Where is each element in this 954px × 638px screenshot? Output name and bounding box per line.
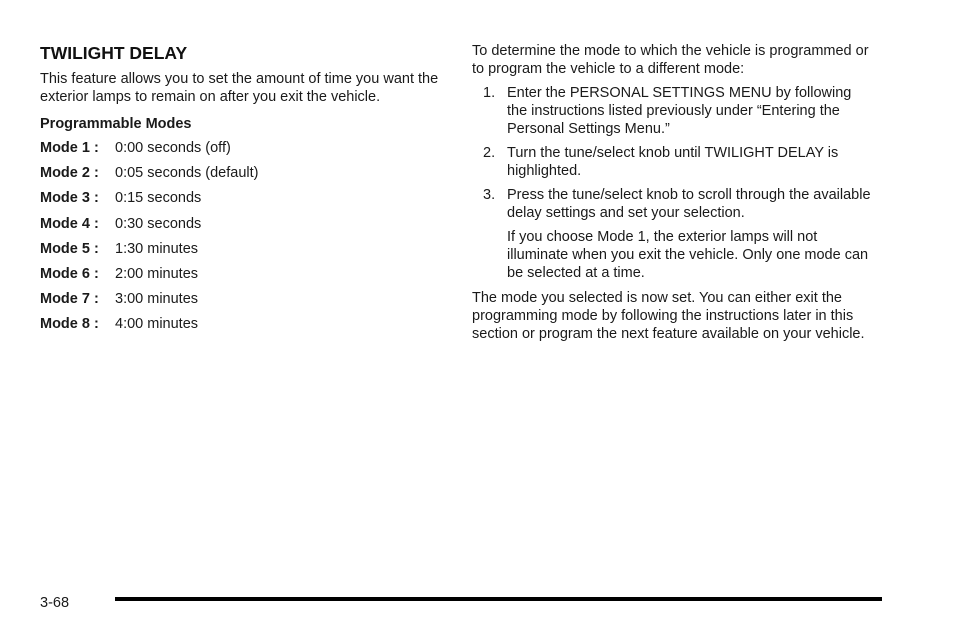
mode-row [40, 290, 440, 315]
mode-value: 0:15 seconds [115, 190, 202, 207]
mode-row [40, 265, 440, 290]
intro-paragraph: This feature allows you to set the amount of time you want the exterior lamps to remain on after you exit the vehicle. [40, 71, 439, 105]
step-number: 3. [483, 187, 496, 203]
mode-label: Mode 3 : [40, 190, 99, 207]
mode-label: Mode 1 : [40, 140, 99, 156]
step-item [472, 84, 872, 138]
mode-value: 4:00 minutes [115, 316, 199, 333]
mode-row [40, 164, 440, 189]
mode-value: 2:00 minutes [115, 265, 199, 282]
step-number: 2. [483, 145, 496, 161]
footer-rule [115, 597, 882, 601]
mode-label: Mode 5 : [40, 240, 99, 257]
step-text: Press the tune/select knob to scroll through the available delay settings and set your selection. [507, 187, 871, 221]
mode-row [40, 139, 440, 164]
right-column [472, 42, 872, 343]
left-column [40, 42, 440, 341]
mode-row [40, 315, 440, 340]
mode-value: 3:00 minutes [115, 291, 199, 308]
mode-row [40, 189, 440, 214]
mode-value: 0:00 seconds (off) [115, 140, 231, 156]
mode-label: Mode 8 : [40, 316, 99, 333]
mode-label: Mode 7 : [40, 291, 99, 308]
mode-row [40, 215, 440, 240]
mode-label: Mode 6 : [40, 265, 99, 282]
step-number: 1. [483, 85, 496, 101]
modes-heading: Programmable Modes [40, 116, 192, 132]
step-item [472, 186, 872, 222]
closing-paragraph: The mode you selected is now set. You can either exit the programming mode by following the instructions later in this section or program the next feature available on your vehicle. [472, 290, 865, 342]
mode-label: Mode 2 : [40, 165, 99, 182]
section-title: TWILIGHT DELAY [40, 43, 188, 63]
step-list [472, 84, 872, 222]
mode-value: 0:05 seconds (default) [115, 165, 259, 182]
procedure-intro: To determine the mode to which the vehicle is programmed or to program the vehicle to a different mode: [472, 43, 869, 77]
mode-value: 0:30 seconds [115, 215, 202, 232]
page-number: 3-68 [40, 595, 70, 611]
step-text: Turn the tune/select knob until TWILIGHT DELAY is highlighted. [507, 145, 839, 179]
mode-value: 1:30 minutes [115, 240, 199, 257]
mode-list [40, 139, 440, 341]
mode-label: Mode 4 : [40, 215, 99, 232]
step-text: Enter the PERSONAL SETTINGS MENU by following the instructions listed previously under “Entering the Personal Settings Menu.” [507, 85, 852, 137]
step-item [472, 144, 872, 180]
mode-row [40, 240, 440, 265]
step-note: If you choose Mode 1, the exterior lamps will not illuminate when you exit the vehicle. Only one mode can be selected at a time. [507, 229, 869, 281]
